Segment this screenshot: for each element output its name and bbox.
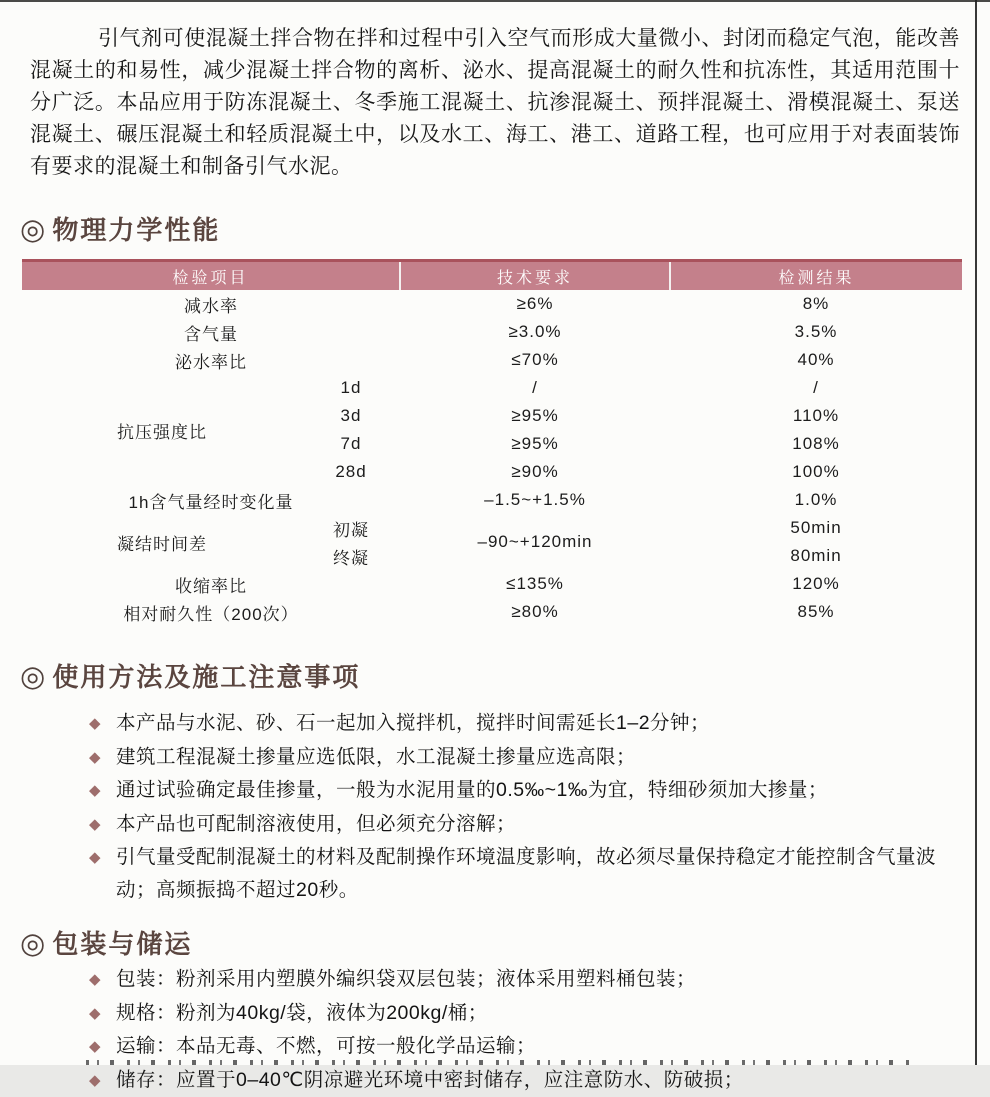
diamond-bullet-icon: ◆ <box>89 998 101 1031</box>
section-title-physical <box>20 213 990 247</box>
cell-item-group: 抗压强度比 <box>22 374 302 486</box>
list-item <box>88 774 960 807</box>
list-item-text: 储存：应置于0–40℃阴凉避光环境中密封储存，应注意防水、防破损； <box>116 1069 744 1091</box>
cell-requirement: –1.5~+1.5% <box>400 486 670 514</box>
table-row <box>22 318 962 346</box>
physical-properties-table <box>22 259 962 626</box>
cell-result: 40% <box>670 346 962 374</box>
packaging-bullet-list <box>88 963 960 1096</box>
header-cell-requirement: 技术要求 <box>400 261 670 291</box>
diamond-bullet-icon: ◆ <box>89 964 101 997</box>
list-item-text: 本产品与水泥、砂、石一起加入搅拌机，搅拌时间需延长1–2分钟； <box>116 712 710 734</box>
cell-result: 80min <box>670 542 962 570</box>
table-row <box>22 374 962 402</box>
list-item-text: 包装：粉剂采用内塑膜外编织袋双层包装；液体采用塑料桶包装； <box>116 968 696 990</box>
cell-subitem: 28d <box>302 458 400 486</box>
cell-item-group: 凝结时间差 <box>22 514 302 570</box>
cell-subitem: 初凝 <box>302 514 400 542</box>
diamond-bullet-icon: ◆ <box>89 1065 101 1097</box>
cell-result: 100% <box>670 458 962 486</box>
diamond-bullet-icon: ◆ <box>89 708 101 741</box>
diamond-bullet-icon: ◆ <box>89 809 101 842</box>
list-item-text: 本产品也可配制溶液使用，但必须充分溶解； <box>116 813 516 835</box>
cell-requirement: ≤70% <box>400 346 670 374</box>
diamond-bullet-icon: ◆ <box>89 1031 101 1064</box>
table-row <box>22 486 962 514</box>
cell-item: 收缩率比 <box>22 570 400 598</box>
section-title-usage-text: 使用方法及施工注意事项 <box>52 660 360 694</box>
list-item <box>88 707 960 740</box>
cell-requirement: ≥3.0% <box>400 318 670 346</box>
cell-result: 8% <box>670 290 962 318</box>
cell-item: 相对耐久性（200次） <box>22 598 400 626</box>
cell-requirement: ≥95% <box>400 402 670 430</box>
list-item-text: 建筑工程混凝土掺量应选低限，水工混凝土掺量应选高限； <box>116 746 636 768</box>
intro-paragraph: 引气剂可使混凝土拌合物在拌和过程中引入空气而形成大量微小、封闭而稳定气泡，能改善混凝土的和易性，减少混凝土拌合物的离析、泌水、提高混凝土的耐久性和抗冻性，其适用范围十分广泛。本品应用于防冻混凝土、冬季施工混凝土、抗渗混凝土、预拌混凝土、滑模混凝土、泵送混凝土、碾压混凝土和轻质混凝土中，以及水工、海工、港工、道路工程，也可应用于对表面装饰有要求的混凝土和制备引气水泥。 <box>0 0 990 183</box>
section-title-physical-text: 物理力学性能 <box>52 213 220 247</box>
bottom-cutoff-text-fragment <box>86 1060 916 1065</box>
list-item <box>88 808 960 841</box>
cell-requirement: ≥6% <box>400 290 670 318</box>
table-row <box>22 346 962 374</box>
usage-bullet-list <box>88 707 960 906</box>
cell-requirement: ≥80% <box>400 598 670 626</box>
table-header <box>22 261 962 291</box>
cell-requirement: –90~+120min <box>400 514 670 570</box>
list-item <box>88 963 960 996</box>
cell-result: 1.0% <box>670 486 962 514</box>
list-item-text: 规格：粉剂为40kg/袋，液体为200kg/桶； <box>116 1002 488 1024</box>
cell-item: 泌水率比 <box>22 346 400 374</box>
cell-subitem: 1d <box>302 374 400 402</box>
cell-requirement: ≥95% <box>400 430 670 458</box>
cell-result: 85% <box>670 598 962 626</box>
cell-requirement: ≤135% <box>400 570 670 598</box>
table-header-row <box>22 261 962 291</box>
list-item <box>88 1030 960 1063</box>
diamond-bullet-icon: ◆ <box>89 842 101 875</box>
scan-top-edge <box>0 0 990 2</box>
cell-result: / <box>670 374 962 402</box>
cell-result: 120% <box>670 570 962 598</box>
section-marker-icon: ◎ <box>20 213 45 247</box>
cell-item: 含气量 <box>22 318 400 346</box>
cell-result: 3.5% <box>670 318 962 346</box>
list-item <box>88 741 960 774</box>
table-row <box>22 514 962 542</box>
section-marker-icon: ◎ <box>20 927 45 961</box>
cell-item: 1h含气量经时变化量 <box>22 486 400 514</box>
header-cell-result: 检测结果 <box>670 261 962 291</box>
section-marker-icon: ◎ <box>20 660 45 694</box>
diamond-bullet-icon: ◆ <box>89 775 101 808</box>
cell-item: 减水率 <box>22 290 400 318</box>
cell-subitem: 3d <box>302 402 400 430</box>
list-item <box>88 841 960 906</box>
table-row <box>22 598 962 626</box>
cell-result: 108% <box>670 430 962 458</box>
header-cell-item: 检验项目 <box>22 261 400 291</box>
cell-subitem: 7d <box>302 430 400 458</box>
list-item-text: 引气量受配制混凝土的材料及配制操作环境温度影响，故必须尽量保持稳定才能控制含气量波动；高频振捣不超过20秒。 <box>116 846 936 901</box>
list-item <box>88 1064 960 1097</box>
cell-requirement: ≥90% <box>400 458 670 486</box>
cell-requirement: / <box>400 374 670 402</box>
section-title-packaging <box>20 927 990 961</box>
diamond-bullet-icon: ◆ <box>89 742 101 775</box>
cell-subitem: 终凝 <box>302 542 400 570</box>
scan-right-edge <box>975 0 977 1065</box>
section-title-usage <box>20 660 990 694</box>
table-body <box>22 290 962 626</box>
table-row <box>22 570 962 598</box>
cell-result: 110% <box>670 402 962 430</box>
list-item-text: 通过试验确定最佳掺量，一般为水泥用量的0.5‰~1‰为宜，特细砂须加大掺量； <box>116 779 828 801</box>
cell-result: 50min <box>670 514 962 542</box>
section-title-packaging-text: 包装与储运 <box>52 927 192 961</box>
list-item-text: 运输：本品无毒、不燃，可按一般化学品运输； <box>116 1035 536 1057</box>
list-item <box>88 997 960 1030</box>
table-row <box>22 290 962 318</box>
